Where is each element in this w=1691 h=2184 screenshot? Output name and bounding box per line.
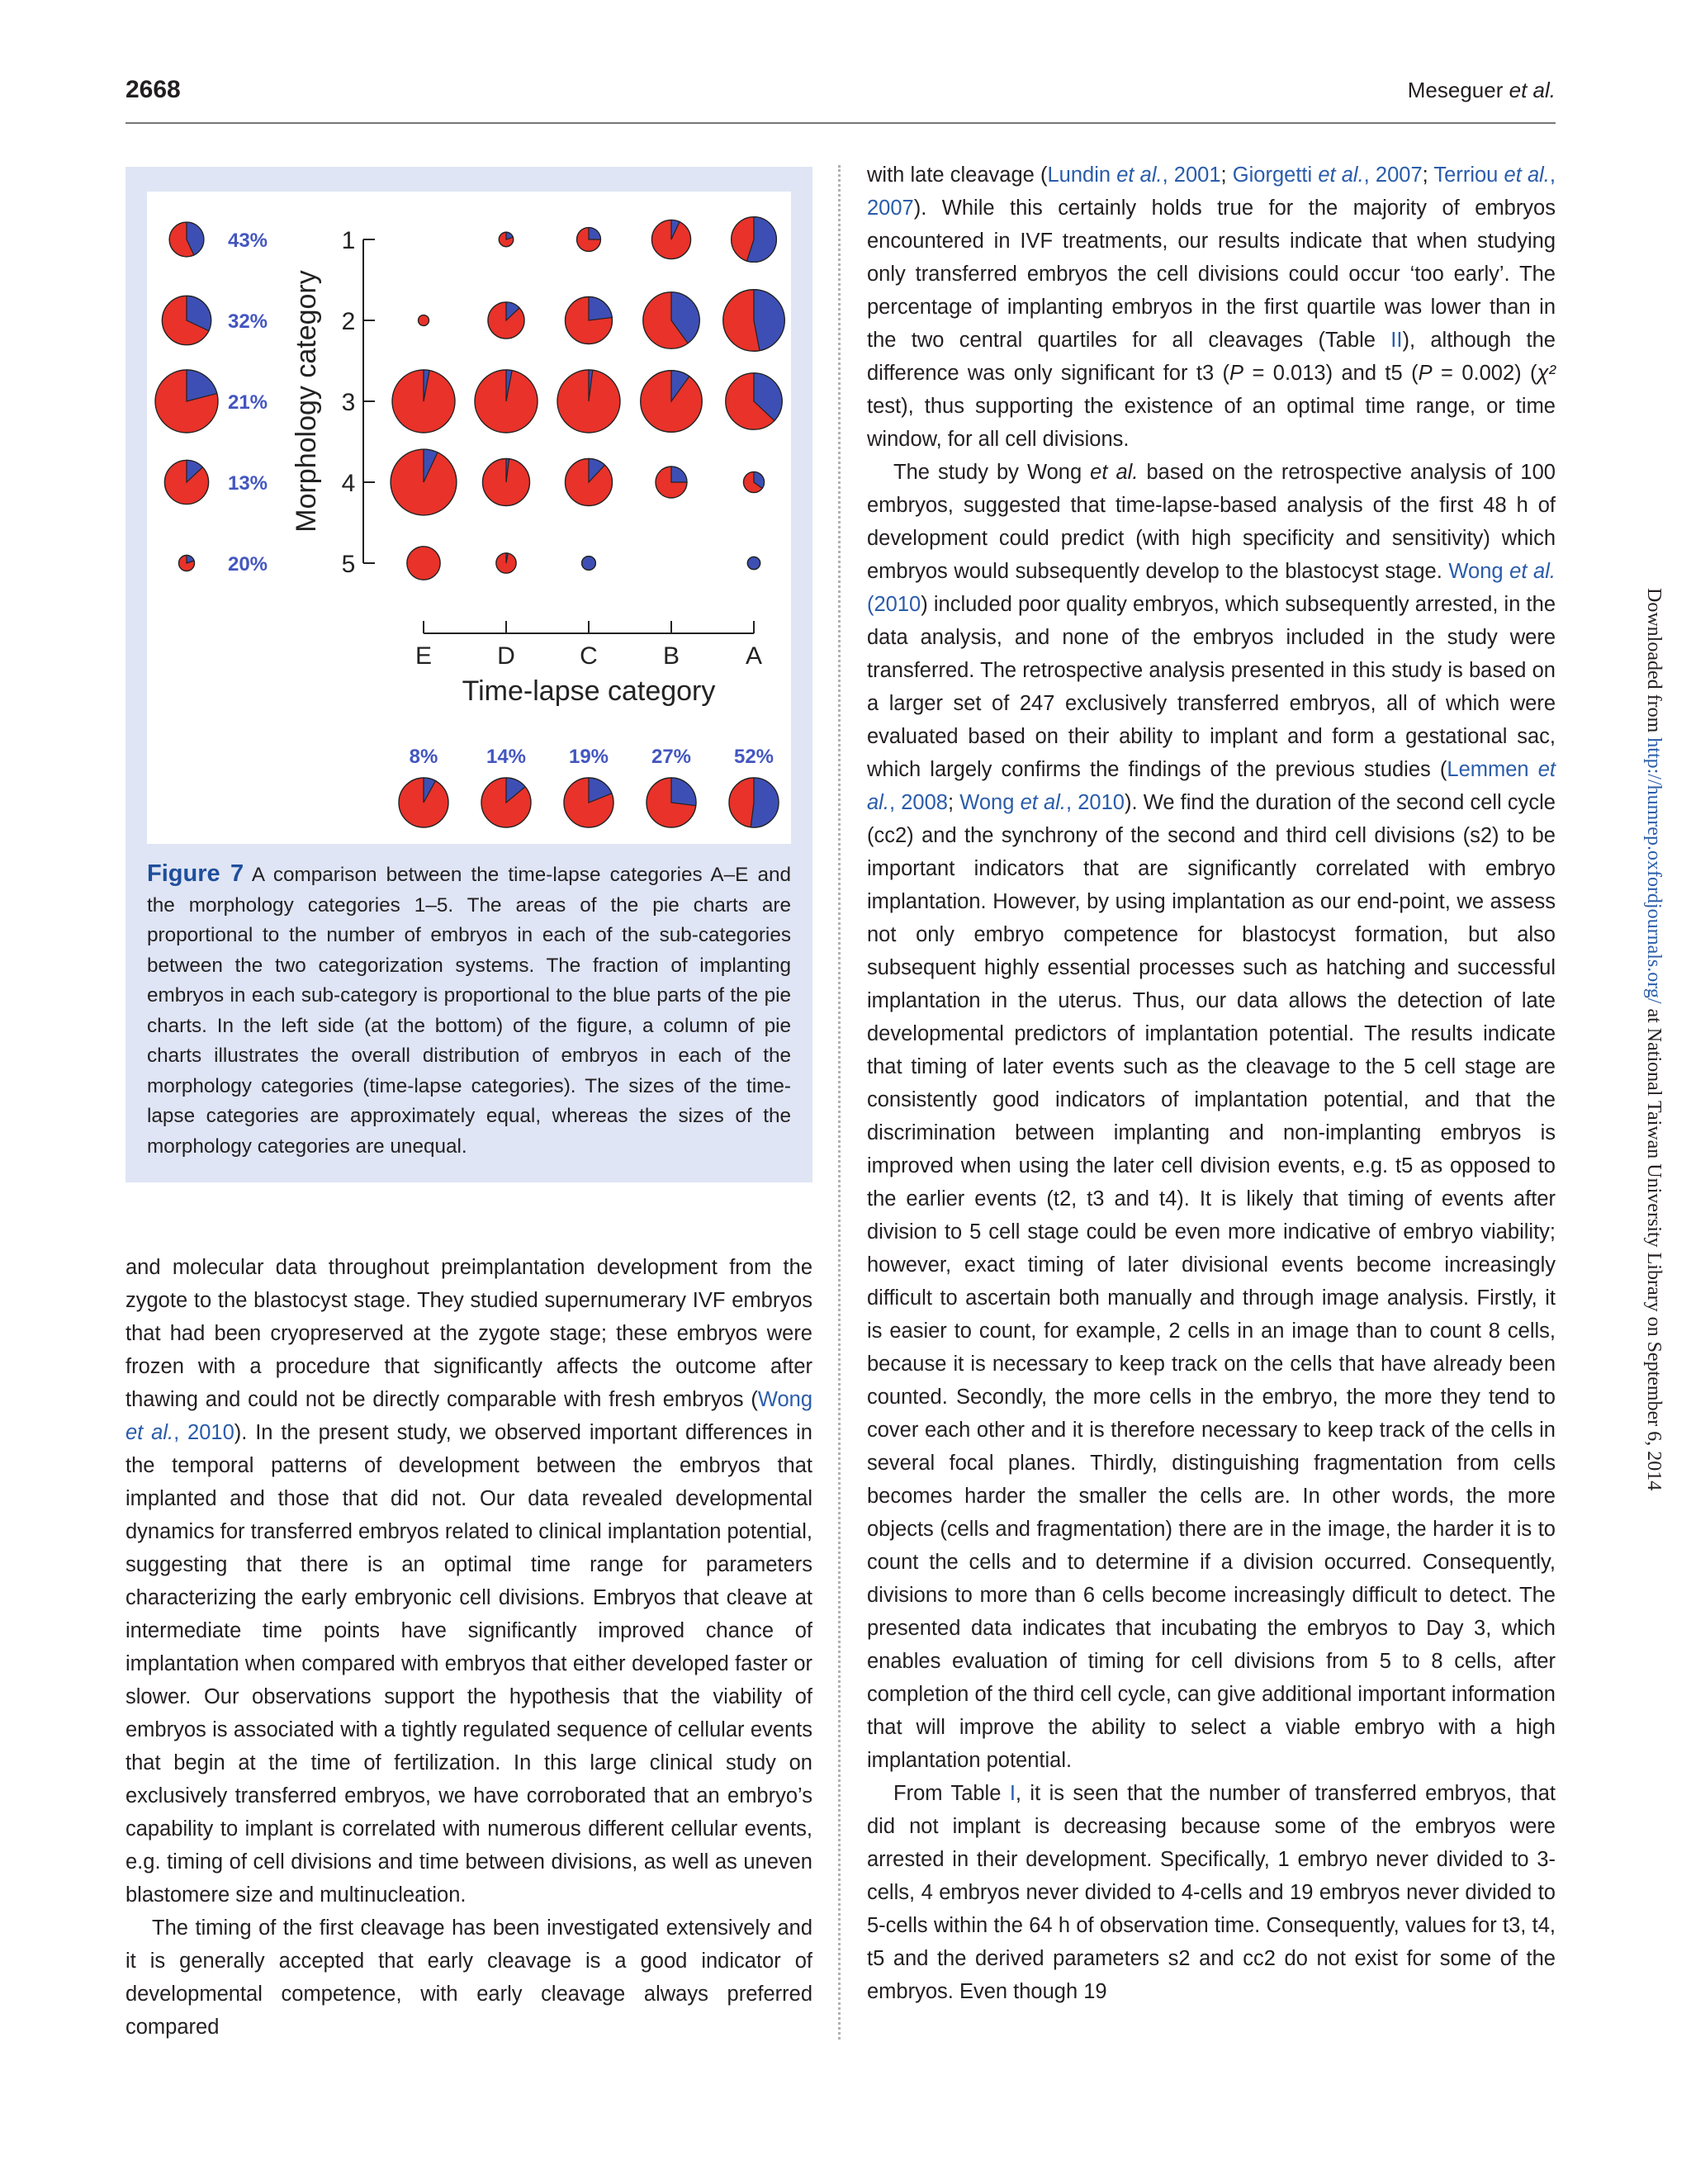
- journal-url-link[interactable]: http://humrep.oxfordjournals.org/: [1643, 737, 1665, 1004]
- time-lapse-percent-A: 52%: [733, 746, 774, 768]
- x-tick-label-D: D: [497, 642, 515, 670]
- figure-panel: [147, 192, 791, 844]
- column-divider: [838, 165, 841, 2040]
- left-column: [126, 1251, 812, 2044]
- figure-label: Figure 7: [147, 860, 244, 887]
- time-lapse-percent-C: 19%: [568, 746, 609, 768]
- ref-lemmen-2008[interactable]: Lemmen et al., 2008: [867, 758, 1556, 814]
- cell-pie-2C-implanting: [589, 297, 612, 321]
- cell-pie-2E-base: [419, 315, 429, 326]
- ref-table-2[interactable]: II: [1390, 329, 1403, 352]
- right-paragraph-1: with late cleavage (Lundin et al., 2001; Giorgetti et al., 2007; Terriou et al., 2007). While this certainly holds true for the majority of embryos encountered in IVF treatments, our results indicate that when studying only transferred embryos the cell divisions could occur ‘too early’. The percentage of implanting embryos in the first quartile was lower than in the two central quartiles for all cleavages (Table II), although the difference was only significant for t3 (P = 0.013) and t5 (P = 0.002) (χ² test), thus supporting the existence of an optimal time range, or time window, for all cell divisions.: [867, 163, 1556, 451]
- header-rule: [126, 122, 1556, 124]
- ref-wong-2010-a[interactable]: Wong et al. (2010: [867, 560, 1556, 616]
- morphology-percent-4: 13%: [227, 472, 268, 495]
- ref-giorgetti-2007[interactable]: Giorgetti et al., 2007: [1232, 163, 1423, 187]
- y-tick-label-4: 4: [341, 470, 356, 497]
- cell-pie-5E-base: [407, 547, 440, 580]
- y-tick-label-2: 2: [341, 308, 356, 335]
- y-tick-label-5: 5: [341, 551, 356, 578]
- ref-table-1[interactable]: I: [1009, 1782, 1016, 1805]
- time-lapse-percent-B: 27%: [651, 746, 692, 768]
- time-lapse-pie-B-implanting: [671, 778, 696, 806]
- left-paragraph-1: and molecular data throughout preimplantation development from the zygote to the blastocyst stage. They studied supernumerary IVF embryos that had been cryopreserved at the zygote stage; these embryos were frozen with a procedure that significantly affects the outcome after thawing and could not be directly comparable with fresh embryos (Wong et al., 2010). In the present study, we observed important differences in the temporal patterns of development between the embryos that implanted and those that did not. Our data revealed developmental dynamics for transferred embryos related to clinical implantation potential, suggesting that there is an optimal time range for parameters characterizing the early embryonic cell divisions. Embryos that cleave at intermediate time points have significantly improved chance of implantation when compared with embryos that either developed faster or slower. Our observations support the hypothesis that the viability of embryos is associated with a tightly regulated sequence of cellular events that begin at the time of fertilization. In this large clinical study on exclusively transferred embryos, we have corroborated that an embryo’s capability to implant is correlated with numerous different cellular events, e.g. timing of cell divisions and time between divisions, as well as uneven blastomere size and multinucleation.: [126, 1256, 812, 1907]
- morphology-percent-2: 32%: [227, 310, 268, 333]
- x-tick-label-C: C: [580, 642, 598, 670]
- cell-pie-5A-implanting: [747, 557, 760, 569]
- running-head-etal: et al.: [1509, 78, 1556, 102]
- download-notice: Downloaded from http://humrep.oxfordjournals.org/ at National Taiwan University Library on September 6, 2014: [1643, 588, 1665, 1491]
- running-head: [1408, 78, 1556, 103]
- x-tick-label-A: A: [745, 642, 763, 670]
- y-axis-title: Morphology category: [291, 270, 322, 533]
- morphology-percent-1: 43%: [227, 230, 268, 252]
- right-column: [867, 159, 1556, 2008]
- right-paragraph-2: The study by Wong et al. based on the retrospective analysis of 100 embryos, suggested that time-lapse-based analysis of the first 48 h of development could predict (with high specificity and sensitivity) which embryos would subsequently develop to the blastocyst stage. Wong et al. (2010) included poor quality embryos, which subsequently arrested, in the data analysis, and none of the embryos included in the study were transferred. The retrospective analysis presented in this study is based on a larger set of 247 exclusively transferred embryos, all of which were evaluated based on their ability to implant and form a gestational sac, which largely confirms the findings of the previous studies (Lemmen et al., 2008; Wong et al., 2010). We find the duration of the second cell cycle (cc2) and the synchrony of the second and third cell divisions (s2) to be important indicators that are significantly correlated with embryo implantation. However, by using implantation as our end-point, we assess not only embryo competence for blastocyst formation, but also subsequent highly essential processes such as hatching and successful implantation in the uterus. Thus, our data allows the detection of late developmental predictors of implantation potential. The results indicate that timing of later events such as the cleavage to the 5 cell stage are consistently good indicators of implantation potential, and that the discrimination between implanting and non-implanting embryos is improved when using the later cell division events, e.g. t5 as opposed to the earlier events (t2, t3 and t4). It is likely that timing of events after division to 5 cell stage could be even more indicative of embryo viability; however, exact timing of later divisional events become increasingly difficult to ascertain both manually and through image analysis. Firstly, it is easier to count, for example, 2 cells in an image than to count 8 cells, because it is necessary to keep track on the cells that have already been counted. Secondly, the more cells in the embryo, the more they tend to cover each other and it is therefore necessary to keep track of the cells in several focal planes. Thirdly, distinguishing fragmentation from cells becomes harder the smaller the cells are. In other words, the more objects (cells and fragmentation) there are in the image, the harder it is to count the cells and to determine if a division occurred. Consequently, divisions to more than 6 cells become increasingly difficult to detect. The presented data indicates that incubating the embryos to Day 3, which enables evaluation of timing for cell divisions from 5 to 8 cells, after completion of the third cell cycle, can give additional important information that will improve the ability to select a viable embryo with a high implantation potential.: [867, 461, 1556, 1772]
- ref-lundin-2001[interactable]: Lundin et al., 2001: [1047, 163, 1221, 187]
- time-lapse-percent-E: 8%: [409, 746, 438, 768]
- figure-caption: [147, 859, 791, 1162]
- pie-matrix-chart: [147, 192, 791, 844]
- cell-pie-5C-implanting: [582, 557, 596, 571]
- ref-wong-2010[interactable]: Wong et al., 2010: [126, 1388, 812, 1444]
- running-head-author: Meseguer: [1407, 78, 1504, 102]
- x-axis-title: Time-lapse category: [462, 675, 716, 707]
- time-lapse-pie-A-implanting: [751, 778, 779, 827]
- y-tick-label-1: 1: [341, 227, 356, 254]
- x-tick-label-E: E: [414, 642, 433, 670]
- right-paragraph-3: From Table I, it is seen that the number of transferred embryos, that did not implant is decreasing because some of the embryos were arrested in their development. Specifically, 1 embryo never divided to 3-cells, 4 embryos never divided to 4-cells and 19 embryos never divided to 5-cells within the 64 h of observation time. Consequently, values for t3, t4, t5 and the derived parameters s2 and cc2 do not exist for some of the embryos. Even though 19: [867, 1782, 1556, 2003]
- ref-terriou-2007[interactable]: Terriou et al., 2007: [867, 163, 1556, 220]
- morphology-percent-5: 20%: [227, 553, 268, 576]
- x-tick-label-B: B: [662, 642, 680, 670]
- y-tick-label-3: 3: [341, 389, 356, 416]
- cell-pie-4B-implanting: [671, 467, 687, 482]
- ref-wong-2010-b[interactable]: Wong et al., 2010: [959, 791, 1125, 814]
- cell-pie-1C-implanting: [589, 228, 600, 239]
- left-paragraph-2: The timing of the first cleavage has been investigated extensively and it is generally accepted that early cleavage is a good indicator of developmental competence, with early cleavage always preferred compared: [126, 1916, 812, 2039]
- cell-pie-2A-implanting: [754, 290, 784, 351]
- figure-caption-text: A comparison between the time-lapse categories A–E and the morphology categories 1–5. The areas of the pie charts are proportional to the number of embryos in each of the sub-categories between the two categorization systems. The fraction of implanting embryos in each sub-category is proportional to the blue parts of the pie charts. In the left side (at the bottom) of the figure, a column of pie charts illustrates the overall distribution of embryos in each of the morphology categories (time-lapse categories). The sizes of the time-lapse categories are approximately equal, whereas the sizes of the morphology categories are unequal.: [147, 864, 791, 1158]
- morphology-percent-3: 21%: [227, 391, 268, 414]
- time-lapse-percent-D: 14%: [486, 746, 527, 768]
- page-number: 2668: [126, 76, 181, 103]
